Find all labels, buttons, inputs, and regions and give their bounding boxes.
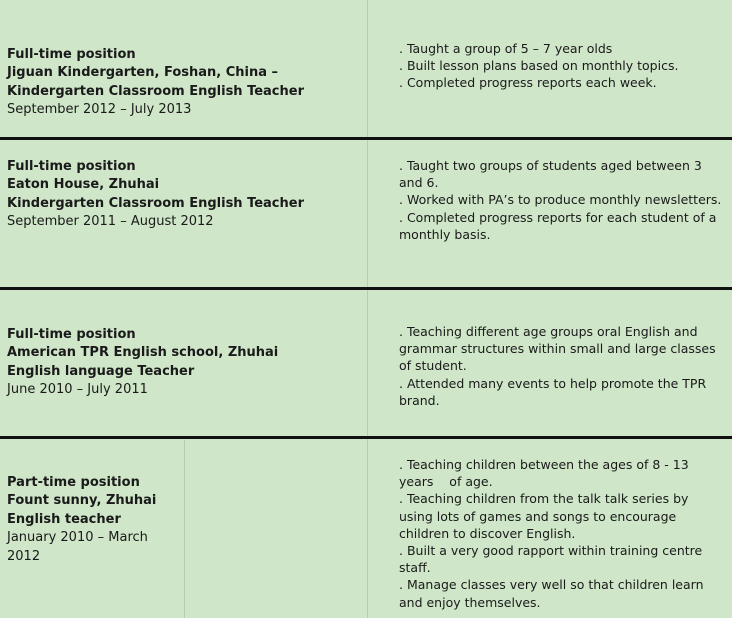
duty-item: . Teaching children between the ages of 8 - 13 years of age. (399, 457, 693, 490)
duty-item: . Teaching different age groups oral English and grammar structures within small and large classes of student. (399, 324, 716, 374)
employer: Jiguan Kindergarten, Foshan, China – (7, 65, 279, 81)
job-title: English language Teacher (7, 363, 195, 379)
job-summary (7, 326, 362, 400)
employer: American TPR English school, Zhuhai (7, 345, 279, 361)
job-summary (7, 46, 362, 120)
position-type: Full-time position (7, 159, 136, 174)
duty-item: . Worked with PA’s to produce monthly newsletters. (399, 192, 722, 208)
position-type: Full-time position (7, 47, 136, 62)
duty-item: . Teaching children from the talk talk series by using lots of games and songs to encourage children to discover English. (399, 491, 689, 541)
job-title: English teacher (7, 511, 121, 527)
duty-item: . Taught a group of 5 – 7 year olds (399, 41, 613, 56)
job-summary (7, 158, 362, 232)
job-title: Kindergarten Classroom English Teacher (7, 83, 305, 99)
job-dates: January 2010 – March 2012 (7, 530, 148, 564)
experience-row-2 (0, 140, 732, 288)
job-title: Kindergarten Classroom English Teacher (7, 195, 305, 211)
position-type: Full-time position (7, 327, 136, 342)
experience-row-1 (0, 0, 732, 138)
job-dates: June 2010 – July 2011 (7, 382, 148, 398)
job-dates: September 2011 – August 2012 (7, 214, 214, 230)
position-type: Part-time position (7, 475, 140, 490)
duty-item: . Built lesson plans based on monthly topics. (399, 58, 679, 74)
job-summary (7, 474, 177, 566)
duty-item: . Completed progress reports each week. (399, 75, 657, 91)
duty-item: . Built a very good rapport within training centre staff. (399, 543, 703, 576)
job-duties (399, 40, 725, 92)
duty-item: . Attended many events to help promote the TPR brand. (399, 375, 707, 408)
job-dates: September 2012 – July 2013 (7, 102, 192, 118)
employer: Fount sunny, Zhuhai (7, 493, 157, 509)
duty-item: . Completed progress reports for each student of a monthly basis. (399, 209, 717, 242)
duty-item: . Manage classes very well so that children learn and enjoy themselves. (399, 577, 704, 610)
experience-row-4 (0, 439, 732, 618)
experience-row-3 (0, 290, 732, 436)
job-duties (399, 323, 725, 409)
job-duties (399, 456, 725, 611)
employer: Eaton House, Zhuhai (7, 177, 160, 193)
job-duties (399, 157, 725, 243)
duty-item: . Taught two groups of students aged between 3 and 6. (399, 158, 702, 191)
